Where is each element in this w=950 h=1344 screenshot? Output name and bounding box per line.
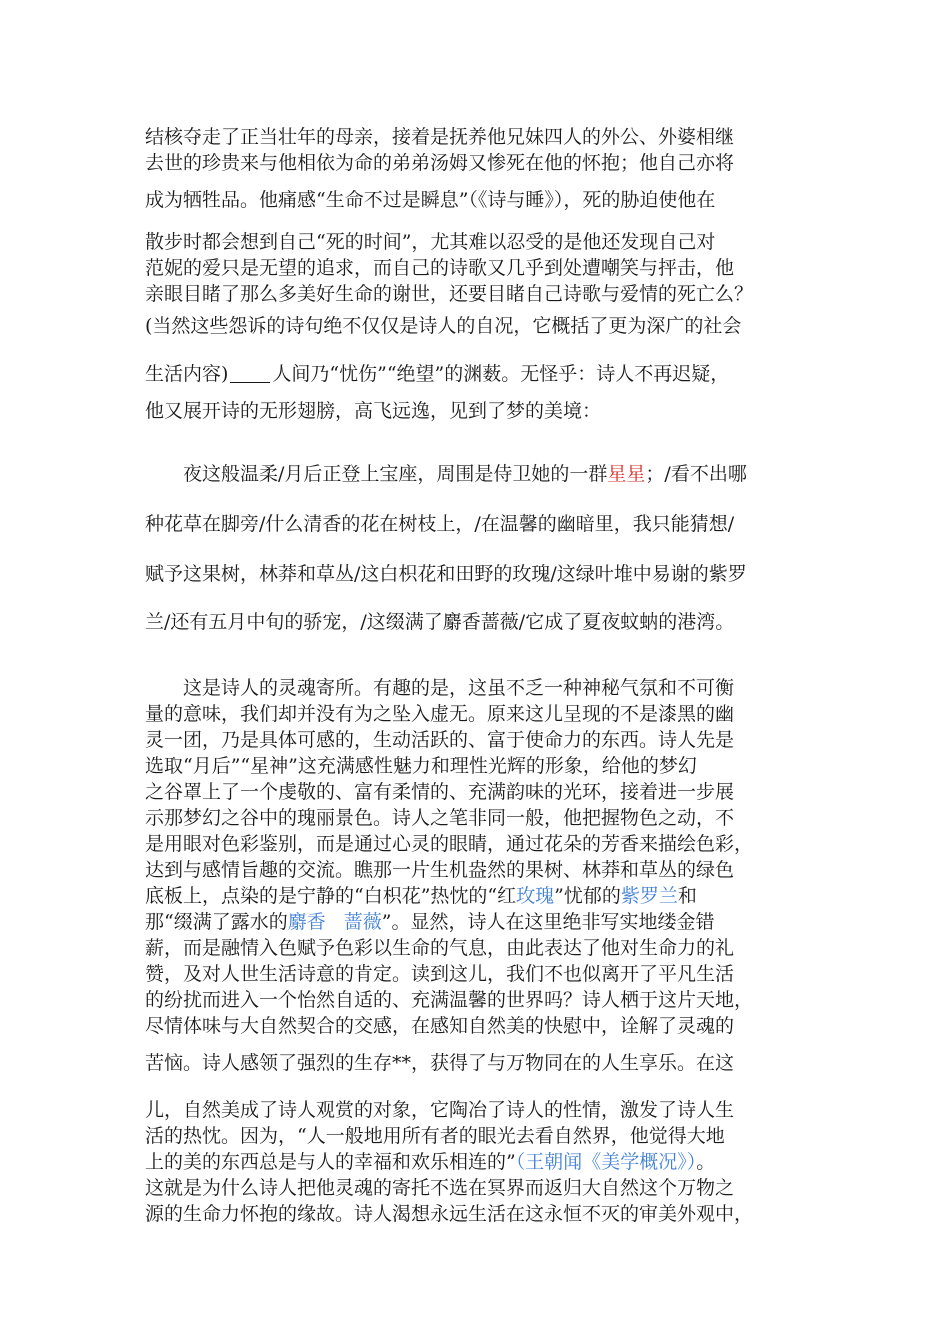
text-span: 那“缀满了露水的: [145, 911, 288, 933]
text-line: 这就是为什么诗人把他灵魂的寄托不选在冥界而返归大自然这个万物之: [145, 1177, 735, 1199]
text-span: ；/看不出哪: [645, 463, 747, 485]
link-text[interactable]: 玫瑰: [516, 885, 555, 907]
text-line: [145, 883, 697, 909]
poem-line: [183, 461, 747, 487]
text-line: 薪，而是融情入色赋予色彩以生命的气息，由此表达了他对生命力的礼: [145, 937, 735, 959]
text-line: 之谷罩上了一个虔敬的、富有柔情的、充满韵味的光环，接着进一步展: [145, 781, 735, 803]
text-line: 源的生命力怀抱的缘故。诗人渴想永远生活在这永恒不灭的审美外观中，: [145, 1203, 754, 1225]
link-text[interactable]: 麝香: [287, 911, 326, 933]
poem-line: 赋予这果树，林莽和草丛/这白枳花和田野的玫瑰/这绿叶堆中易谢的紫罗: [145, 563, 747, 585]
link-text[interactable]: 蔷薇: [343, 911, 382, 933]
text-line: 尽情体味与大自然契合的交感，在感知自然美的快慰中，诠解了灵魂的: [145, 1015, 735, 1037]
highlighted-word: 星星: [607, 463, 646, 485]
poem-line: 兰/还有五月中旬的骄宠，/这缀满了麝香蔷薇/它成了夏夜蚊蚋的港湾。: [145, 611, 735, 633]
text-line: [145, 909, 714, 935]
text-line: 达到与感情旨趣的交流。瞧那一片生机盎然的果树、林莽和草丛的绿色: [145, 859, 735, 881]
text-span: 夜这般温柔/月后正登上宝座，周围是侍卫她的一群: [183, 463, 608, 485]
text-span: ”。显然，诗人在这里绝非写实地缕金错: [381, 911, 715, 933]
text-span: 。: [696, 1151, 716, 1173]
text-line: 散步时都会想到自己“死的时间”，尤其难以忍受的是他还发现自己对: [145, 231, 716, 253]
text-span: 底板上，点染的是宁静的“白枳花”热忱的“红: [145, 885, 517, 907]
text-line: 是用眼对色彩鉴别，而是通过心灵的眼睛，通过花朵的芳香来描绘色彩，: [145, 833, 754, 855]
text-line: 范妮的爱只是无望的追求，而自己的诗歌又几乎到处遭嘲笑与抨击，他: [145, 257, 735, 279]
text-line: 选取“月后”“星神”这充满感性魅力和理性光辉的形象，给他的梦幻: [145, 755, 697, 777]
text-line: [145, 1149, 715, 1175]
text-line: (当然这些怨诉的诗句绝不仅仅是诗人的自况，它概括了更为深广的社会: [145, 315, 742, 337]
text-line: 的纷扰而进入一个怡然自适的、充满温馨的世界吗？诗人栖于这片天地，: [145, 989, 754, 1011]
text-line: 苦恼。诗人感领了强烈的生存**，获得了与万物同在的人生享乐。在这: [145, 1052, 735, 1074]
text-span: 上的美的东西总是与人的幸福和欢乐相连的”: [145, 1151, 516, 1173]
text-line: 他又展开诗的无形翅膀，高飞远逸，见到了梦的美境：: [145, 400, 602, 422]
text-line: 赞，及对人世生活诗意的肯定。读到这儿，我们不也似离开了平凡生活: [145, 963, 735, 985]
text-line: 这是诗人的灵魂寄所。有趣的是，这虽不乏一种神秘气氛和不可衡: [183, 677, 735, 699]
text-line: 结核夺走了正当壮年的母亲，接着是抚养他兄妹四人的外公、外婆相继: [145, 126, 735, 148]
text-line: 儿，自然美成了诗人观赏的对象，它陶冶了诗人的性情，激发了诗人生: [145, 1099, 735, 1121]
link-text[interactable]: 紫罗兰: [620, 885, 678, 907]
text-line: 活的热忱。因为，“人一般地用所有者的眼光去看自然界，他觉得大地: [145, 1125, 725, 1147]
text-span: 生活内容): [145, 363, 229, 385]
citation-link[interactable]: （王朝闻《美学概况》）: [515, 1151, 697, 1173]
text-line: 成为牺牲品。他痛感“生命不过是瞬息”（《诗与睡》），死的胁迫使他在: [145, 189, 716, 211]
text-line: 亲眼目睹了那么多美好生命的谢世，还要目睹自己诗歌与爱情的死亡么？: [145, 283, 754, 305]
poem-line: 种花草在脚旁/什么清香的花在树枝上，/在温馨的幽暗里，我只能猜想/: [145, 513, 735, 535]
text-line: [145, 361, 729, 387]
text-line: 去世的珍贵来与他相依为命的弟弟汤姆又惨死在他的怀抱；他自己亦将: [145, 152, 735, 174]
fill-blank: [230, 363, 270, 383]
text-line: 量的意味，我们却并没有为之坠入虚无。原来这儿呈现的不是漆黑的幽: [145, 703, 735, 725]
text-span: 和: [677, 885, 697, 907]
text-line: 灵一团，乃是具体可感的，生动活跃的、富于使命力的东西。诗人先是: [145, 729, 735, 751]
text-line: 示那梦幻之谷中的瑰丽景色。诗人之笔非同一般，他把握物色之动，不: [145, 807, 735, 829]
text-span: ”忧郁的: [554, 885, 621, 907]
text-span: 人间乃“忧伤”“绝望”的渊薮。无怪乎：诗人不再迟疑，: [272, 363, 730, 385]
